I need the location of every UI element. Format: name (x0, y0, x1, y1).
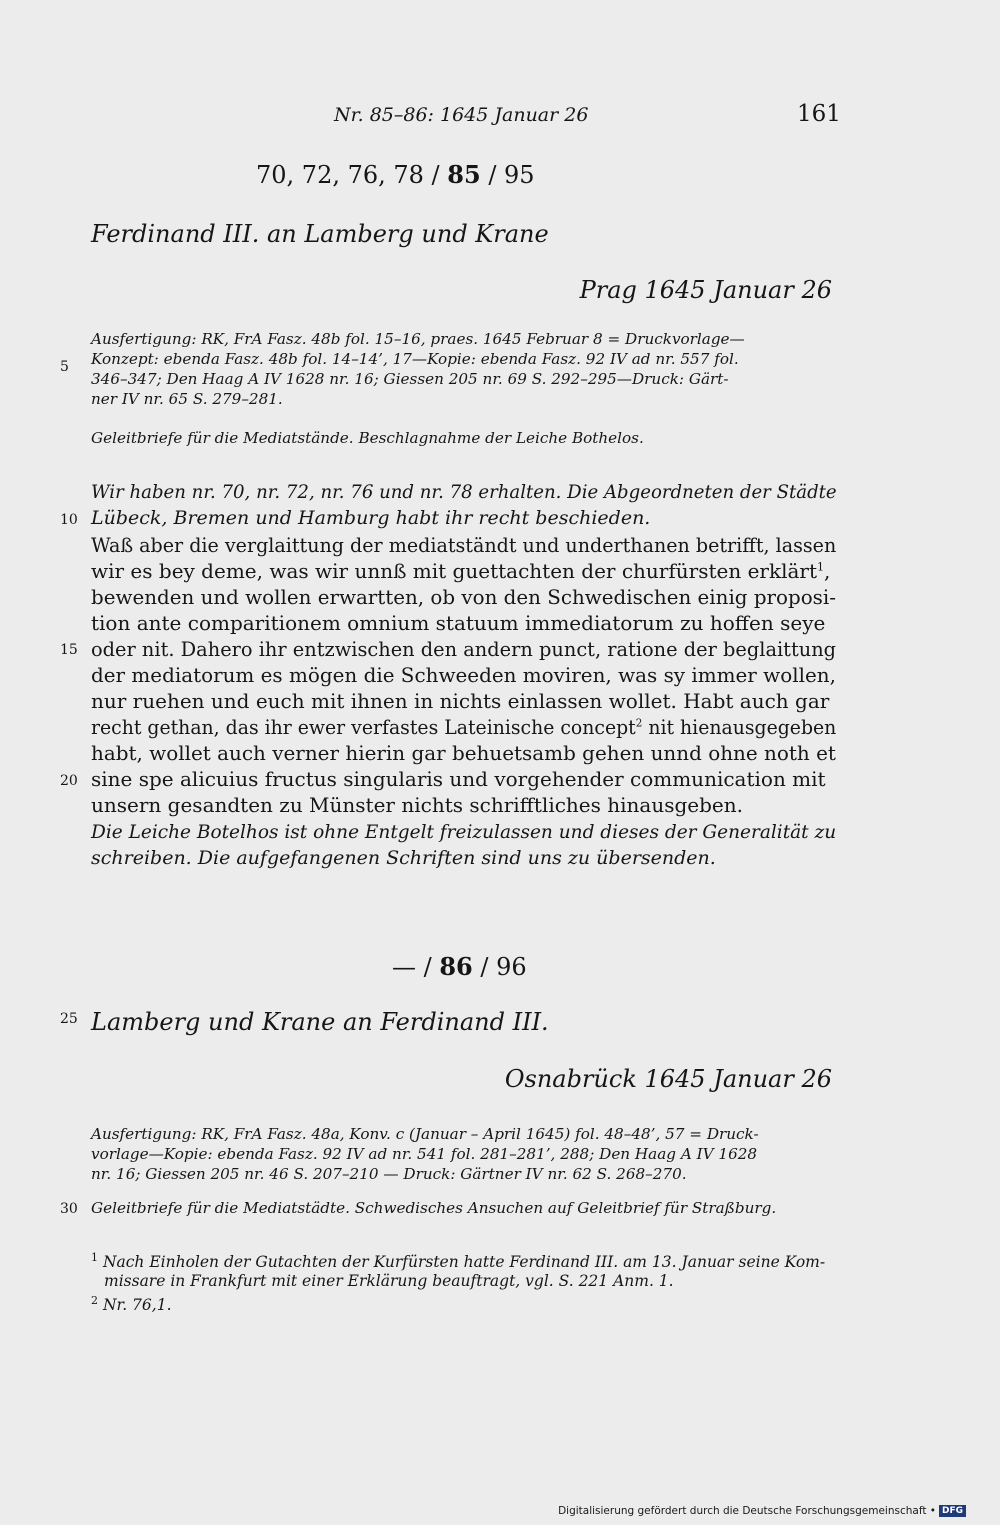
doc-85-body-line: Lübeck, Bremen und Hamburg habt ihr recht beschieden. (91, 507, 651, 529)
doc-85-body-line: Wir haben nr. 70, nr. 72, nr. 76 und nr. 78 erhalten. Die Abgeordneten der Städte (91, 481, 837, 503)
page-number: 161 (797, 101, 841, 127)
footnote-1 (91, 1251, 825, 1271)
running-head: Nr. 85–86: 1645 Januar 26 (334, 104, 589, 126)
line-number: 15 (60, 642, 78, 658)
line-number: 20 (60, 773, 78, 789)
doc-85-heading (256, 160, 535, 189)
footnote-text: Nr. 76,1. (102, 1296, 172, 1315)
doc-85-body-line: schreiben. Die aufgefangenen Schriften sind uns zu übersenden. (91, 847, 716, 869)
footnote-text: Nach Einholen der Gutachten der Kurfürsten hatte Ferdinand III. am 13. Januar seine Kom- (102, 1253, 826, 1272)
doc-86-title: Lamberg und Krane an Ferdinand III. (91, 1008, 549, 1036)
line-number: 10 (60, 512, 78, 528)
line-number: 5 (60, 359, 69, 375)
doc-85-body-line: Die Leiche Botelhos ist ohne Entgelt freizulassen und dieses der Generalität zu (91, 821, 837, 843)
dfg-logo: DFG (939, 1505, 966, 1517)
digitization-credit (558, 1505, 966, 1517)
doc-85-body-line: nur ruehen und euch mit ihnen in nichts einlassen wollet. Habt auch gar (91, 689, 830, 713)
doc-85-body-text: recht gethan, das ihr ewer verfastes Lateinische concept (91, 715, 636, 739)
doc-86-refs-before: — / (392, 953, 440, 981)
footnote-1-cont: missare in Frankfurt mit einer Erklärung beauftragt, vgl. S. 221 Anm. 1. (104, 1272, 674, 1290)
doc-85-body-line: tion ante comparitionem omnium statuum immediatorum zu hoffen seye (91, 611, 826, 635)
doc-86-meta-line: vorlage—Kopie: ebenda Fasz. 92 IV ad nr. 541 fol. 281–281’, 288; Den Haag A IV 1628 (91, 1145, 758, 1163)
footnote-mark: 2 (91, 1294, 98, 1307)
doc-85-body-line: bewenden und wollen erwartten, ob von den Schwedischen einig proposi- (91, 585, 836, 609)
footnote-mark: 1 (91, 1251, 98, 1264)
doc-85-body-line: sine spe alicuius fructus singularis und vorgehender communication mit (91, 767, 826, 791)
doc-85-body-text: wir es bey deme, was wir unnß mit guettachten der churfürsten erklärt (91, 559, 817, 583)
line-number: 30 (60, 1201, 78, 1217)
doc-86-meta-line: nr. 16; Giessen 205 nr. 46 S. 207–210 — Druck: Gärtner IV nr. 62 S. 268–270. (91, 1165, 687, 1183)
doc-85-meta-line: ner IV nr. 65 S. 279–281. (91, 390, 283, 408)
doc-85-place-date: Prag 1645 Januar 26 (579, 276, 832, 304)
credit-text: Digitalisierung gefördert durch die Deutsche Forschungsgemeinschaft • (558, 1505, 936, 1517)
doc-86-meta-line: Ausfertigung: RK, FrA Fasz. 48a, Konv. c (Januar – April 1645) fol. 48–48’, 57 = Druck- (91, 1125, 759, 1143)
doc-85-title: Ferdinand III. an Lamberg und Krane (91, 220, 549, 248)
doc-85-body-text: nit hienausgegeben (642, 715, 837, 739)
line-number: 25 (60, 1011, 78, 1027)
doc-85-meta-line: Ausfertigung: RK, FrA Fasz. 48b fol. 15–16, praes. 1645 Februar 8 = Druckvorlage— (91, 330, 745, 348)
doc-86-refs-after: / 96 (472, 953, 527, 981)
doc-85-summary: Geleitbriefe für die Mediatstände. Beschlagnahme der Leiche Bothelos. (91, 429, 644, 447)
doc-86-place-date: Osnabrück 1645 Januar 26 (504, 1065, 832, 1093)
doc-85-body-text: , (824, 559, 831, 583)
doc-85-body-line (91, 559, 830, 583)
doc-85-body-line: habt, wollet auch verner hierin gar behuetsamb gehen unnd ohne noth et (91, 741, 836, 765)
doc-85-body-line (91, 715, 836, 739)
doc-85-body-line: Waß aber die verglaittung der mediatständt und underthanen betrifft, lassen (91, 533, 837, 557)
doc-85-body-line: der mediatorum es mögen die Schweeden moviren, was sy immer wollen, (91, 663, 836, 687)
doc-85-body-line: unsern gesandten zu Münster nichts schrifftliches hinausgeben. (91, 793, 743, 817)
doc-86-number: 86 (439, 952, 473, 981)
footnote-2 (91, 1294, 172, 1314)
footnote-ref-1: 1 (817, 560, 824, 574)
doc-86-summary: Geleitbriefe für die Mediatstädte. Schwedisches Ansuchen auf Geleitbrief für Straßburg. (91, 1199, 777, 1217)
doc-85-body-line: oder nit. Dahero ihr entzwischen den andern punct, ratione der beglaittung (91, 637, 837, 661)
doc-85-meta-line: Konzept: ebenda Fasz. 48b fol. 14–14’, 17—Kopie: ebenda Fasz. 92 IV ad nr. 557 fol. (91, 350, 739, 368)
doc-85-number: 85 (447, 160, 481, 189)
doc-85-refs-after: / 95 (480, 161, 535, 189)
doc-85-meta-line: 346–347; Den Haag A IV 1628 nr. 16; Giessen 205 nr. 69 S. 292–295—Druck: Gärt- (91, 370, 729, 388)
doc-85-refs-before: 70, 72, 76, 78 / (256, 161, 448, 189)
doc-86-heading (392, 952, 527, 981)
footnote-ref-2: 2 (635, 716, 643, 730)
